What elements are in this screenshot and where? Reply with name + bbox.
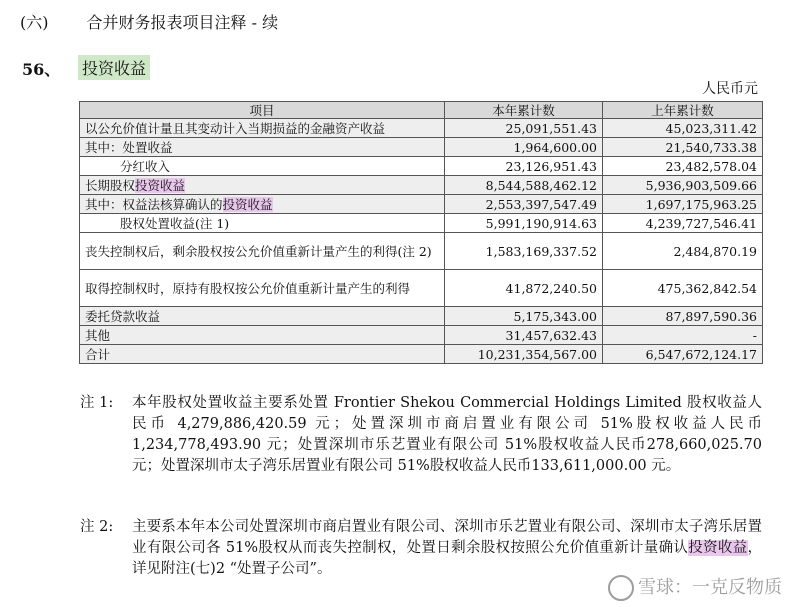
row-current: 1,964,600.00	[445, 138, 603, 157]
row-current: 41,872,240.50	[445, 270, 603, 307]
row-prior: -	[603, 326, 763, 345]
row-item: 其他	[80, 326, 445, 345]
subsection-number: 56、	[22, 60, 61, 79]
row-prior: 5,936,903,509.66	[603, 176, 763, 195]
table-row	[80, 233, 763, 270]
row-item	[80, 176, 445, 195]
table-row	[80, 270, 763, 307]
note-2-text-post: ，详见附注(七)2 “处置子公司”。	[132, 540, 763, 577]
investment-income-table	[79, 101, 763, 364]
row-item: 取得控制权时，原持有股权按公允价值重新计量产生的利得	[80, 270, 445, 307]
column-header-current: 本年累计数	[445, 102, 603, 119]
column-header-item: 项目	[80, 102, 445, 119]
table-row	[80, 176, 763, 195]
row-item: 其中：处置收益	[80, 138, 445, 157]
section-number: (六)	[20, 13, 49, 32]
row-prior: 6,547,672,124.17	[603, 345, 763, 364]
row-item-text: 长期股权	[85, 177, 136, 193]
row-current: 31,457,632.43	[445, 326, 603, 345]
subsection-title: 投资收益	[78, 55, 150, 80]
watermark-text: 雪球：一克反物质	[638, 577, 782, 598]
table-row	[80, 214, 763, 233]
table-header-row	[80, 102, 763, 119]
table-row	[80, 195, 763, 214]
note-2-text	[132, 517, 762, 580]
note-2-text-pre: 主要系本年本公司处置深圳市商启置业有限公司、深圳市乐艺置业有限公司、深圳市太子湾乐居置业有限公司各 51%股权从而丧失控制权，处置日剩余股权按照公允价值重新计量确认	[132, 519, 762, 556]
row-item: 合计	[80, 345, 445, 364]
row-prior: 475,362,842.54	[603, 270, 763, 307]
table-row	[80, 307, 763, 326]
section-title: 合并财务报表项目注释 - 续	[86, 13, 279, 32]
highlighted-term: 投资收益	[688, 540, 748, 556]
table-row	[80, 119, 763, 138]
row-item: 委托贷款收益	[80, 307, 445, 326]
highlighted-term: 投资收益	[222, 196, 273, 212]
note-1-text: 本年股权处置收益主要系处置 Frontier Shekou Commercial Holdings Limited 股权收益人民币 4,279,886,420.59 元；处置深圳市商启置业有限公司 51%股权收益人民币1,234,778,493.90 元；处置深圳市乐艺置业有限公司 51%股权收益人民币278,660,025.70 元；处置深圳市太子湾乐居置业有限公司 51%股权收益人民币133,611,000.00 元。	[132, 395, 762, 474]
row-item: 分红收入	[80, 157, 445, 176]
row-current: 8,544,588,462.12	[445, 176, 603, 195]
row-prior: 45,023,311.42	[603, 119, 763, 138]
table-row	[80, 326, 763, 345]
row-current: 2,553,397,547.49	[445, 195, 603, 214]
row-current: 1,583,169,337.52	[445, 233, 603, 270]
row-prior: 23,482,578.04	[603, 157, 763, 176]
snowball-logo-icon	[608, 575, 634, 601]
note-2-label: 注 2:	[80, 519, 114, 535]
row-prior: 2,484,870.19	[603, 233, 763, 270]
watermark	[608, 573, 782, 601]
row-item-text: 其中：权益法核算确认的	[85, 196, 223, 212]
row-prior: 21,540,733.38	[603, 138, 763, 157]
row-item: 股权处置收益(注 1)	[80, 214, 445, 233]
row-item: 丧失控制权后，剩余股权按公允价值重新计量产生的利得(注 2)	[80, 233, 445, 270]
row-current: 25,091,551.43	[445, 119, 603, 138]
table-row	[80, 157, 763, 176]
section-header	[20, 10, 278, 33]
note-1-label: 注 1:	[80, 395, 114, 411]
highlighted-term: 投资收益	[135, 177, 186, 193]
table-total-row	[80, 345, 763, 364]
row-item	[80, 195, 445, 214]
row-current: 5,991,190,914.63	[445, 214, 603, 233]
row-prior: 87,897,590.36	[603, 307, 763, 326]
row-current: 10,231,354,567.00	[445, 345, 603, 364]
column-header-prior: 上年累计数	[603, 102, 763, 119]
currency-unit: 人民币元	[702, 81, 758, 97]
row-prior: 1,697,175,963.25	[603, 195, 763, 214]
row-item: 以公允价值计量且其变动计入当期损益的金融资产收益	[80, 119, 445, 138]
row-prior: 4,239,727,546.41	[603, 214, 763, 233]
note-1	[80, 393, 770, 503]
table-row	[80, 138, 763, 157]
row-current: 23,126,951.43	[445, 157, 603, 176]
row-current: 5,175,343.00	[445, 307, 603, 326]
